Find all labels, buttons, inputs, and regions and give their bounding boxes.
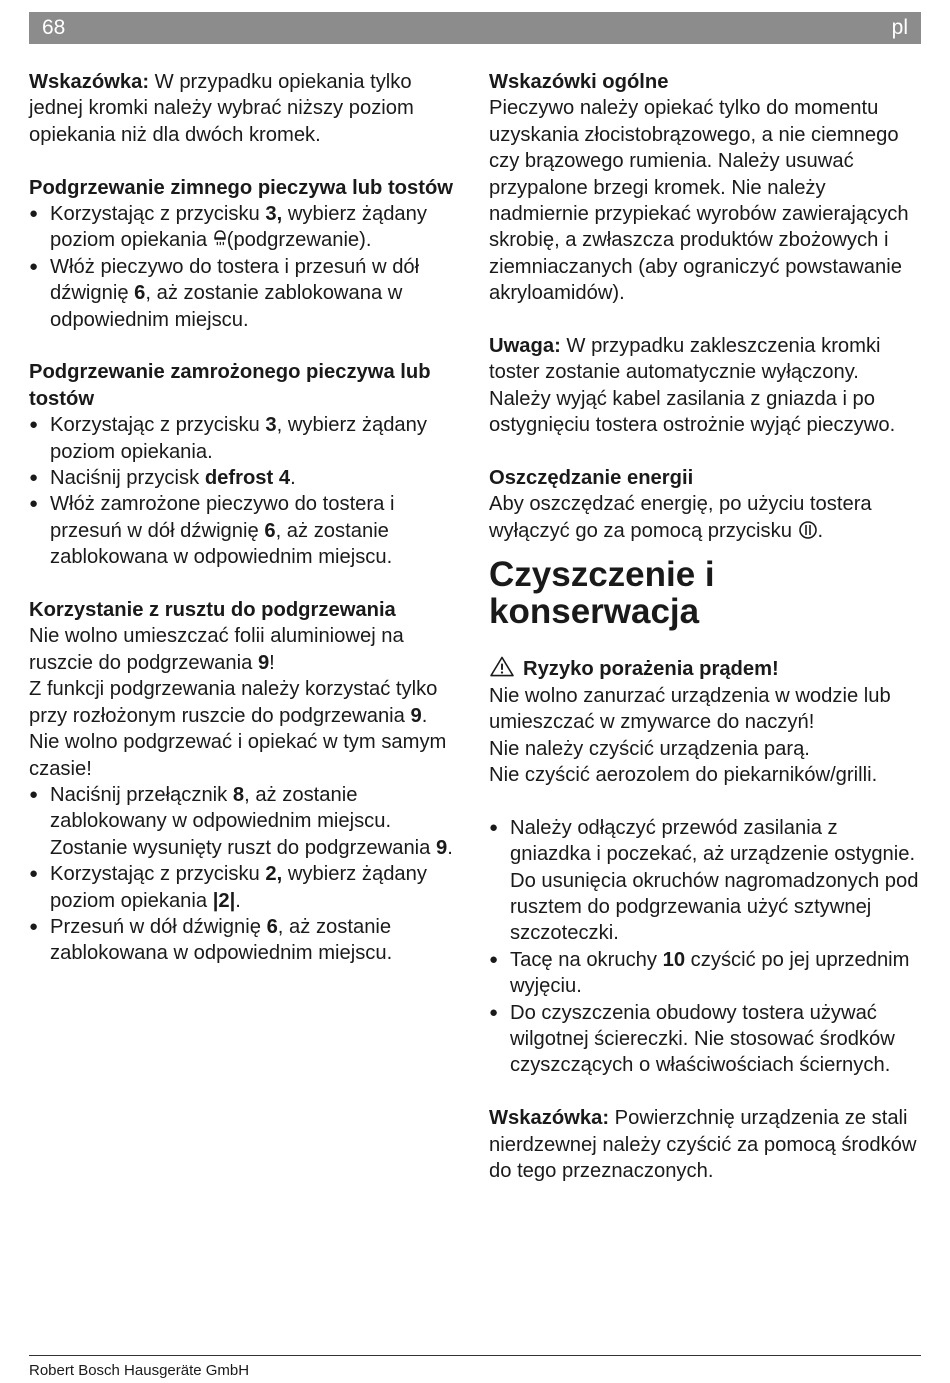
caution-paragraph: Uwaga: W przypadku zakleszczenia kromki toster zostanie automatycznie wyłączony. Należy wyjąć kabel zasilania z gniazda i po ostygnięciu tostera ostrożnie wyjąć pieczywo. xyxy=(489,335,896,437)
note-text: W przypadku opiekania tylko jednej kromki należy wybrać niższy poziom opiekania niż dla dwóch kromek. xyxy=(29,71,414,146)
rack-paragraph: Z funkcji podgrzewania należy korzystać tylko przy rozłożonym ruszcie do podgrzewania 9. xyxy=(29,678,438,727)
power-off-icon xyxy=(798,520,818,540)
cold-bread-steps xyxy=(29,201,459,333)
list-item: ● Naciśnij przycisk defrost 4. xyxy=(29,465,459,491)
language-code: pl xyxy=(891,16,908,39)
list-item: ● Należy odłączyć przewód zasilania z gniazdka i poczekać, aż urządzenie ostygnie. Do usunięcia okruchów nagromadzonych pod rusztem do podgrzewania użyć sztywnej szczoteczki. xyxy=(489,815,921,947)
cleaning-section-title: Czyszczenie i konserwacja xyxy=(489,555,715,632)
warm-bun-icon xyxy=(213,229,227,249)
page-number: 68 xyxy=(42,16,66,39)
frozen-bread-steps xyxy=(29,412,459,570)
list-item: ● Korzystając z przycisku 3, wybierz żądany poziom opiekania. xyxy=(29,412,459,465)
warming-rack-steps xyxy=(29,782,459,967)
left-column xyxy=(29,69,459,967)
cold-bread-heading: Podgrzewanie zimnego pieczywa lub tostów xyxy=(29,176,453,199)
note-paragraph xyxy=(29,69,459,148)
list-item: ● Włóż pieczywo do tostera i przesuń w dół dźwignię 6, aż zostanie zablokowana w odpowiednim miejscu. xyxy=(29,254,459,333)
rack-paragraph: Nie wolno umieszczać folii aluminiowej na ruszcie do podgrzewania 9! xyxy=(29,625,404,674)
shock-warning-line: Nie czyścić aerozolem do piekarników/grilli. xyxy=(489,763,878,786)
footer-company: Robert Bosch Hausgeräte GmbH xyxy=(29,1362,250,1379)
list-item: ● Włóż zamrożone pieczywo do tostera i przesuń w dół dźwignię 6, aż zostanie zablokowana w odpowiednim miejscu. xyxy=(29,491,459,570)
list-item: ● Przesuń w dół dźwignię 6, aż zostanie zablokowana w odpowiednim miejscu. xyxy=(29,914,459,967)
caution-label: Uwaga: xyxy=(489,335,561,358)
shock-warning-line: Nie należy czyścić urządzenia parą. xyxy=(489,737,810,760)
cleaning-steps xyxy=(489,815,921,1079)
list-item: ● Korzystając z przycisku 2, wybierz żądany poziom opiekania |2|. xyxy=(29,861,459,914)
note-label: Wskazówka: xyxy=(489,1107,610,1130)
note-label: Wskazówka: xyxy=(29,71,150,93)
energy-saving-heading: Oszczędzanie energii xyxy=(489,467,694,490)
energy-saving-text: Aby oszczędzać energię, po użyciu tostera wyłączyć go za pomocą przycisku . xyxy=(489,493,872,542)
general-tips-heading: Wskazówki ogólne xyxy=(489,71,669,93)
list-item: ● Naciśnij przełącznik 8, aż zostanie zablokowany w odpowiednim miejscu. Zostanie wysunięty ruszt do podgrzewania 9. xyxy=(29,782,459,861)
note-paragraph: Wskazówka: Powierzchnię urządzenia ze stali nierdzewnej należy czyścić za pomocą środków do tego przeznaczonych. xyxy=(489,1107,917,1182)
general-tips-text: Pieczywo należy opiekać tylko do momentu uzyskania złocistobrązowego, a nie ciemnego czy brązowego rumienia. Należy usuwać przypalone brzegi kromek. Nie należy nadmiernie przypiekać wyrobów zawierających skrobię, a zwłaszcza produktów zbożowych i ziemniaczanych (aby ograniczyć powstawanie akryloamidów). xyxy=(489,97,909,305)
footer-divider xyxy=(29,1355,921,1356)
right-column xyxy=(489,69,921,1184)
frozen-bread-heading: Podgrzewanie zamrożonego pieczywa lub tostów xyxy=(29,361,431,410)
list-item: ● Tacę na okruchy 10 czyścić po jej uprzednim wyjęciu. xyxy=(489,947,921,1000)
list-item: ● Do czyszczenia obudowy tostera używać wilgotnej ściereczki. Nie stosować środków czyszczących o właściwościach ściernych. xyxy=(489,1000,921,1079)
shock-warning-line: Nie wolno zanurzać urządzenia w wodzie lub umieszczać w zmywarce do naczyń! xyxy=(489,684,891,734)
page-header-bar xyxy=(29,12,921,44)
rack-paragraph: Nie wolno podgrzewać i opiekać w tym samym czasie! xyxy=(29,731,447,780)
shock-warning-heading: Ryzyko porażenia prądem! xyxy=(489,656,921,682)
list-item: ● Korzystając z przycisku 3, wybierz żądany poziom opiekania (podgrzewanie). xyxy=(29,201,459,254)
warning-triangle-icon xyxy=(489,656,515,677)
warming-rack-heading: Korzystanie z rusztu do podgrzewania xyxy=(29,599,396,622)
